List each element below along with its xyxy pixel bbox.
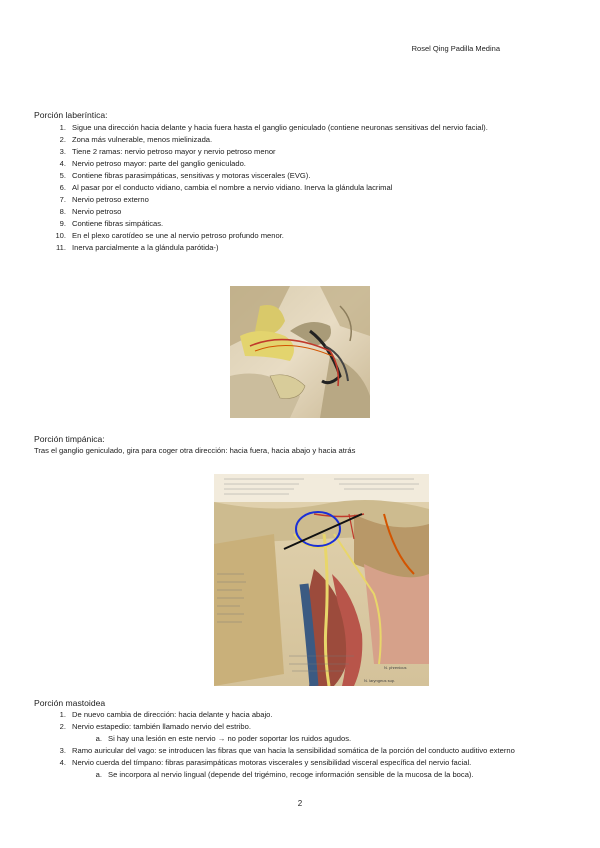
list-subitem (34, 769, 566, 781)
item-text: Nervio cuerda del tímpano: fibras parasimpáticas motoras viscerales y sensibilidad visceral específica del nervio facial. (72, 758, 472, 767)
author-name: Rosel Qing Padilla Medina (411, 44, 500, 53)
item-number: 1. (59, 123, 66, 132)
item-text: Contiene fibras simpáticas. (72, 219, 164, 228)
figure-label: N. phrenicus (384, 665, 407, 670)
list-item (34, 757, 566, 769)
tympanic-description: Tras el ganglio geniculado, gira para coger otra dirección: hacia fuera, hacia abajo y hacia atrás (34, 446, 356, 455)
item-number: 6. (59, 183, 66, 192)
item-text: Nervio petroso externo (72, 195, 149, 204)
item-number: 4. (59, 159, 66, 168)
list-item (34, 122, 566, 134)
item-text: Nervio petroso mayor: parte del ganglio geniculado. (72, 159, 246, 168)
item-text: Ramo auricular del vago: se introducen las fibras que van hacia la sensibilidad somática de la porción del conducto auditivo externo (72, 746, 515, 755)
list-item (34, 206, 566, 218)
item-text: Contiene fibras parasimpáticas, sensitivas y motoras viscerales (EVG). (72, 171, 311, 180)
list-subitem (34, 733, 566, 745)
item-text: En el plexo carotídeo se une al nervio petroso profundo menor. (72, 231, 284, 240)
item-text: Zona más vulnerable, menos mielinizada. (72, 135, 213, 144)
list-item (34, 146, 566, 158)
list-item (34, 182, 566, 194)
item-text: Nervio estapedio: también llamado nervio del estribo. (72, 722, 251, 731)
item-text: Sigue una dirección hacia delante y hacia fuera hasta el ganglio geniculado (contiene neuronas sensitivas del nervio facial). (72, 123, 488, 132)
labyrinth-list (34, 122, 566, 254)
mastoid-list (34, 709, 566, 781)
item-number: 3. (59, 147, 66, 156)
item-text: Tiene 2 ramas: nervio petroso mayor y nervio petroso menor (72, 147, 276, 156)
item-number: 9. (59, 219, 66, 228)
item-number: 2. (59, 135, 66, 144)
list-item (34, 721, 566, 733)
item-number: 2. (59, 722, 66, 731)
item-number: 11. (56, 243, 66, 252)
list-item (34, 709, 566, 721)
figure-label: N. laryngeus sup. (364, 678, 396, 683)
item-text: Inerva parcialmente a la glándula parótida-) (72, 243, 219, 252)
item-text: Nervio petroso (72, 207, 122, 216)
item-number: 8. (59, 207, 66, 216)
section-title-labyrinth: Porción laberíntica: (34, 110, 108, 120)
item-number: 4. (59, 758, 66, 767)
item-text: Si hay una lesión en este nervio → no poder soportar los ruidos agudos. (108, 734, 352, 743)
list-item (34, 134, 566, 146)
item-letter: a. (95, 734, 102, 743)
list-item (34, 158, 566, 170)
page-number: 2 (297, 799, 303, 808)
item-number: 10. (55, 231, 66, 240)
section-title-mastoid: Porción mastoidea (34, 698, 106, 708)
item-text: Se incorpora al nervio lingual (depende del trigémino, recoge información sensible de la mucosa de la boca). (108, 770, 474, 779)
anatomy-illustration-tympanic (214, 474, 429, 686)
list-item (34, 230, 566, 242)
item-number: 7. (59, 195, 66, 204)
item-text: De nuevo cambia de dirección: hacia delante y hacia abajo. (72, 710, 273, 719)
list-item (34, 745, 566, 757)
list-item (34, 242, 566, 254)
list-item (34, 194, 566, 206)
list-item (34, 218, 566, 230)
item-text: Al pasar por el conducto vidiano, cambia el nombre a nervio vidiano. Inerva la glándula lacrimal (72, 183, 393, 192)
section-title-tympanic: Porción timpánica: (34, 434, 105, 444)
list-item (34, 170, 566, 182)
item-number: 5. (59, 171, 66, 180)
anatomy-illustration-labyrinth (230, 286, 370, 418)
item-number: 1. (59, 710, 66, 719)
item-number: 3. (59, 746, 66, 755)
item-letter: a. (95, 770, 102, 779)
